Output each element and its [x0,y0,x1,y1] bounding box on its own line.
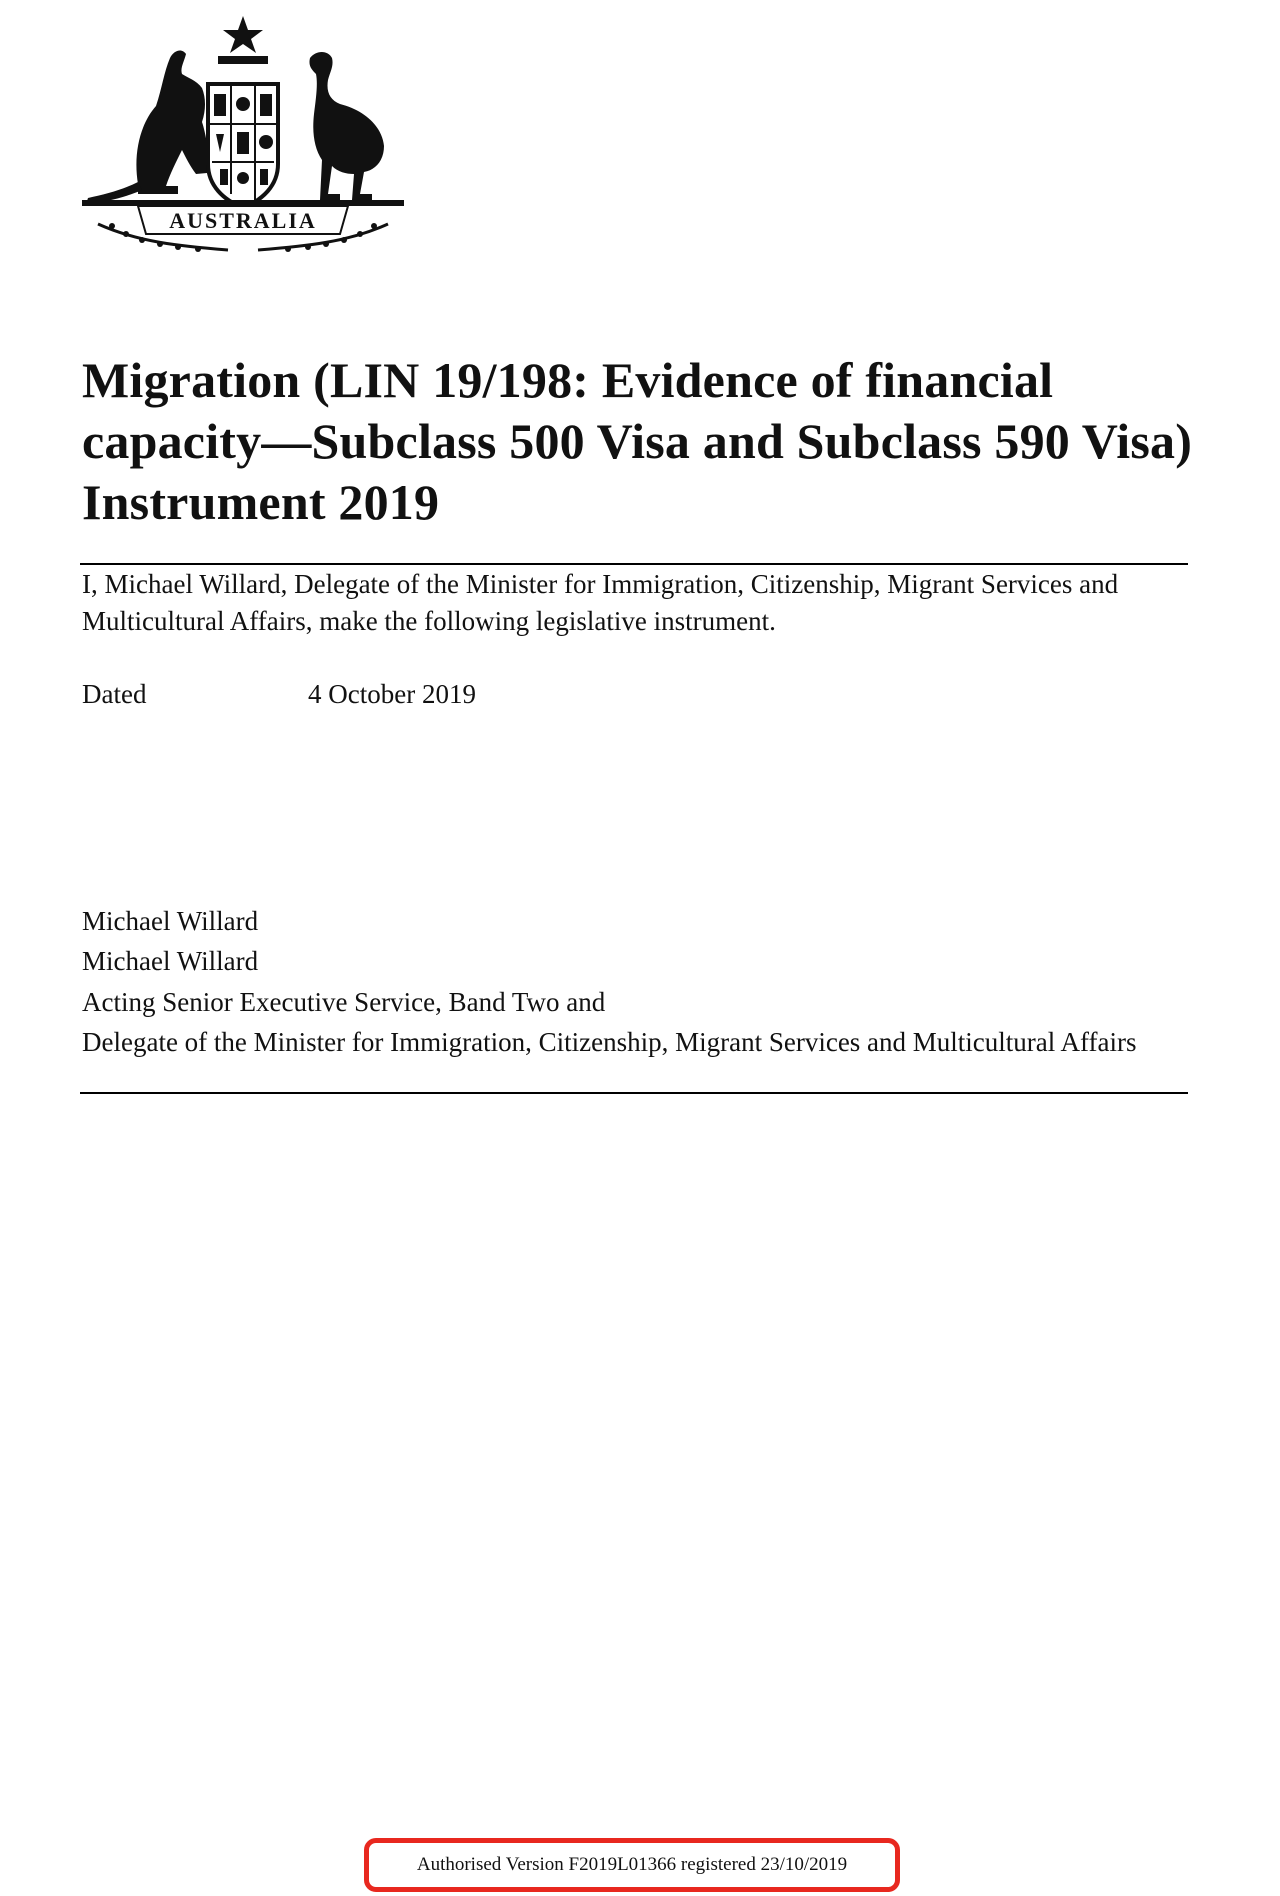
signature: Michael Willard [82,906,259,936]
signature-divider [80,1092,1188,1094]
preamble-text: I, Michael Willard, Delegate of the Minister for Immigration, Citizenship, Migrant Services and Multicultural Affairs, make the following legislative instrument. [82,569,1119,636]
dated-label: Dated [82,679,147,709]
title-divider [80,563,1188,565]
dated-value: 4 October 2019 [308,679,476,709]
crest-label: AUSTRALIA [169,208,317,233]
authorised-version-text: Authorised Version F2019L01366 registered 23/10/2019 [416,1854,848,1875]
signatory-role-line-2: Delegate of the Minister for Immigration, Citizenship, Migrant Services and Multicultural Affairs [82,1027,1137,1057]
signature-block [82,901,1192,1061]
signatory-role-line-1: Acting Senior Executive Service, Band Two and [82,987,606,1017]
dated-row [82,676,476,713]
coat-of-arms-icon [78,14,408,254]
coat-of-arms-crest [78,14,408,254]
instrument-title: Migration (LIN 19/198: Evidence of financial capacity—Subclass 500 Visa and Subclass 590 Visa) Instrument 2019 [82,352,1193,530]
signatory-name: Michael Willard [82,946,259,976]
authorised-version-highlight [364,1838,900,1892]
